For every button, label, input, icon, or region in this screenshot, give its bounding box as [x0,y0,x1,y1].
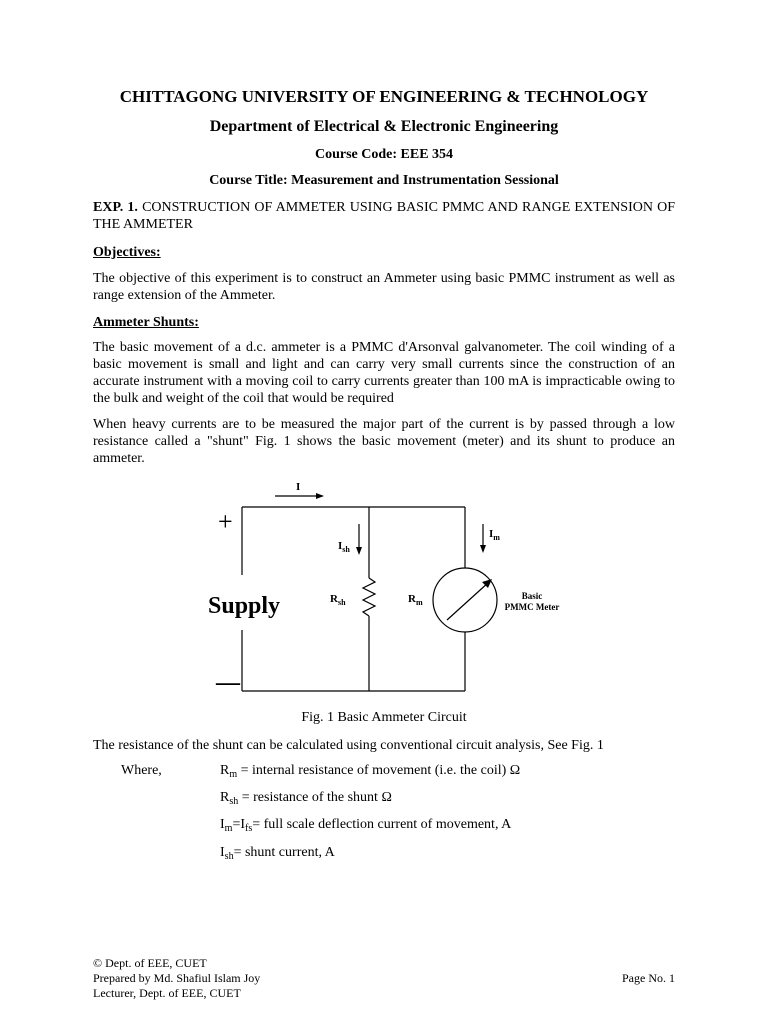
shunt-resistor [363,578,375,616]
where-label: Where, [121,763,162,778]
current-arrowhead [316,493,324,499]
meter-needle [447,582,489,620]
ish-arrowhead [356,547,362,555]
objectives-heading: Objectives: [93,245,161,260]
meter-label-line2: PMMC Meter [504,602,560,612]
footer-line-1: © Dept. of EEE, CUET [93,956,207,970]
shunts-paragraph-1: The basic movement of a d.c. ammeter is a PMMC d'Arsonval galvanometer. The coil winding of a basic movement is small and light and can carry very small currents since the construction of an accurate instrument with a moving coil to carry currents greater than 100 mA is impracticable owing to the bulk and weight of the coil that would be required [93,340,675,406]
footer-credits [93,956,260,1001]
definition-im: $I_m=I_{fs}=$ full scale deflection current of movement, A [220,817,512,834]
definition-rm: $R_m$ = internal resistance of movement (i.e. the coil) Ω [220,763,521,780]
experiment-label: EXP. 1. [93,200,138,215]
im-arrowhead [480,545,486,553]
definition-rsh: $R_{sh}$ = resistance of the shunt Ω [220,790,392,807]
analysis-intro: The resistance of the shunt can be calculated using conventional circuit analysis, See Fig. 1 [93,738,604,753]
course-title: Course Title: Measurement and Instrumentation Sessional [209,173,559,188]
definition-ish: $I_{sh}=$ shunt current, A [220,845,335,862]
plus-sign: + [218,507,233,536]
im-label: $I_m$ [489,528,500,542]
ish-label: $I_{sh}$ [338,540,350,554]
figure-caption: Fig. 1 Basic Ammeter Circuit [301,710,467,725]
rsh-label: $R_{sh}$ [330,593,346,607]
shunts-heading: Ammeter Shunts: [93,315,199,330]
objectives-text: The objective of this experiment is to construct an Ammeter using basic PMMC instrument as well as range extension of the Ammeter. [93,271,675,303]
rm-label: $R_m$ [408,593,423,607]
current-label: I [296,481,301,493]
university-title: CHITTAGONG UNIVERSITY OF ENGINEERING & TECHNOLOGY [119,87,649,106]
meter-label-line1: Basic [521,591,543,601]
footer-line-2: Prepared by Md. Shafiul Islam Joy [93,971,261,985]
shunts-paragraph-2: When heavy currents are to be measured the major part of the current is by passed through a low resistance called a "shunt" Fig. 1 shows the basic movement (meter) and its shunt to produce an ammeter. [93,417,675,466]
meter-circle [433,568,497,632]
course-code: Course Code: EEE 354 [314,147,454,162]
footer-line-3: Lecturer, Dept. of EEE, CUET [93,986,241,1000]
department-title: Department of Electrical & Electronic Engineering [209,118,559,135]
supply-label: Supply [208,593,281,619]
page-number: Page No. 1 [622,971,675,985]
minus-sign: — [216,670,240,696]
experiment-title: CONSTRUCTION OF AMMETER USING BASIC PMMC AND RANGE EXTENSION OF THE AMMETER [93,200,676,232]
